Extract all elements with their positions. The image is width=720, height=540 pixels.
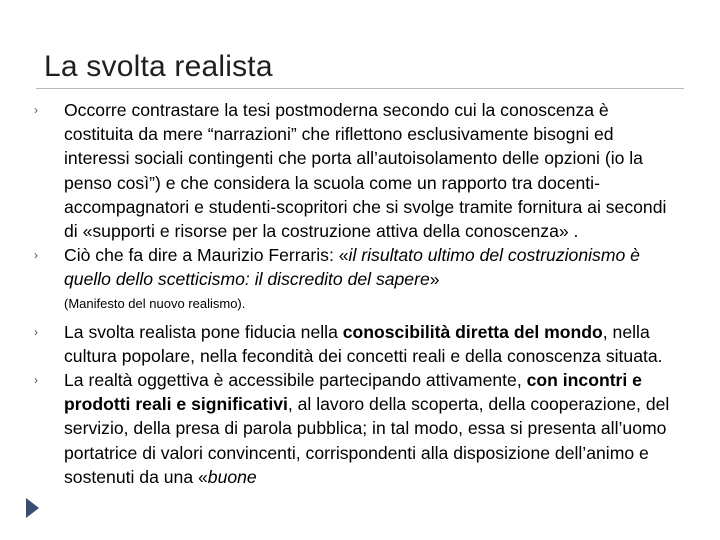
bullet-text-pre: La realtà oggettiva è accessibile partecipando attivamente,	[64, 370, 527, 391]
bullet-text-pre: Ciò che fa dire a Maurizio Ferraris: «	[64, 245, 349, 266]
quote-italic: buone	[207, 466, 257, 487]
bullet-marker-icon: ›	[34, 324, 38, 339]
bullet-item-3	[30, 320, 680, 368]
bullet-item-1	[30, 98, 680, 243]
slide-nav-triangle-icon	[26, 498, 39, 518]
emphasis-bold: con incontri e prodotti reali e significativi	[64, 370, 642, 415]
bullet-item-4	[30, 368, 680, 489]
bullet-text-post: , al lavoro della scoperta, della cooperazione, del servizio, della presa di parola pubblica; in tal modo, essa si presenta all’uomo portatrice di valori convincenti, corrispondenti alla disposizione dell’animo e sostenuti da una «	[64, 394, 670, 487]
bullet-list	[30, 98, 680, 489]
bullet-marker-icon: ›	[34, 248, 38, 263]
title-divider	[36, 88, 684, 89]
bullet-marker-icon: ›	[34, 373, 38, 388]
source-note: (Manifesto del nuovo realismo).	[64, 295, 246, 311]
emphasis-bold: conoscibilità diretta del mondo	[342, 321, 603, 342]
bullet-text-post: »	[429, 269, 440, 290]
bullet-text-post: , nella cultura popolare, nella fecondità dei concetti reali e della conoscenza situata.	[64, 321, 663, 366]
bullet-item-2	[30, 243, 680, 291]
slide-title: La svolta realista	[44, 50, 273, 83]
quote-italic: il risultato ultimo del costruzionismo è quello dello scetticismo: il discredito del sapere	[64, 245, 640, 290]
bullet-text: Occorre contrastare la tesi postmoderna secondo cui la conoscenza è costituita da mere “narrazioni” che riflettono esclusivamente bisogni ed interessi sociali contingenti che porta all’autoisolamento delle opzioni (io la penso così”) e che considera la scuola come un rapporto tra docenti-accompagnatori e studenti-scopritori che si svolge tramite fornitura ai secondi di «supporti e risorse per la costruzione attiva della conoscenza» .	[64, 100, 667, 242]
bullet-text-pre: La svolta realista pone fiducia nella	[64, 321, 343, 342]
bullet-marker-icon: ›	[34, 103, 38, 117]
